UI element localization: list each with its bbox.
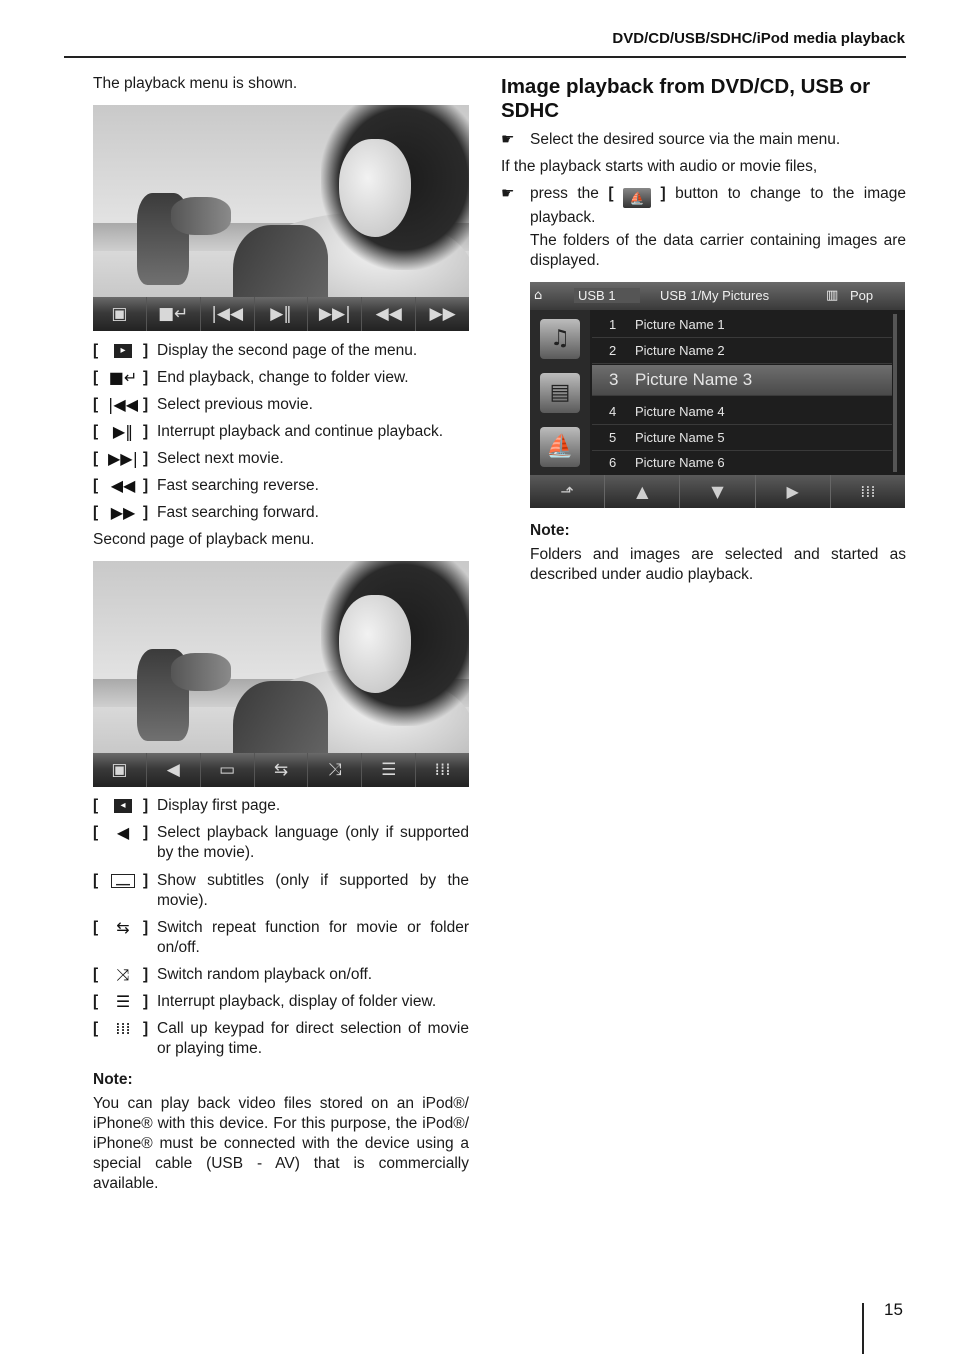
list-item[interactable]: 5 Picture Name 5 [592,425,892,451]
rewind-icon[interactable]: ◀◀ [362,297,416,331]
legend-item: [ ▶▶ ] Fast searching forward. [93,503,319,522]
subtitles-icon[interactable]: ▭ [201,753,255,787]
legend-item: [ ⤨ ] Switch random playback on/off. [93,965,373,984]
play-icon[interactable]: ▶ [756,475,831,508]
legend-item: [ |◀◀ ] Select previous movie. [93,395,313,414]
legend-item: [ ▶▶| ] Select next movie. [93,449,284,468]
play-pause-icon: ▶‖ [112,422,134,441]
next-track-icon[interactable]: ▶▶| [308,297,362,331]
playback-toolbar-page1 [93,297,469,331]
second-page-text: Second page of playback menu. [93,531,315,548]
intro-text: The playback menu is shown. [93,75,298,92]
speaker-icon[interactable]: ◀ [147,753,201,787]
back-up-icon[interactable]: ⬏ [530,475,605,508]
scroll-down-icon[interactable]: ▼ [680,475,755,508]
running-header: DVD/CD/USB/SDHC/iPod media playback [612,30,905,47]
stop-folder-icon: ■↵ [108,368,138,387]
shuffle-icon[interactable]: ⤨ [308,753,362,787]
list-item-selected[interactable]: 3 Picture Name 3 [592,365,892,396]
shuffle-icon: ⤨ [116,965,130,984]
note-text: You can play back video files stored on an iPod®/ iPhone® with this device. For this purpose, the iPod®/ iPhone® must be connected with the device using a special cable (USB - AV) that is commercially available. [93,1095,469,1192]
folder-list-icon: ☰ [115,992,131,1011]
subtitles-icon: ▁▁ [111,874,135,888]
image-playback-icon: ⛵ [623,188,651,208]
music-note-icon[interactable]: ♫ [540,319,580,359]
playback-screenshot-page1 [93,105,469,331]
source-label: USB 1 [574,288,640,303]
scroll-up-icon[interactable]: ▲ [605,475,680,508]
note-title: Note: [530,522,570,539]
speaker-icon: ◀ [116,823,130,842]
footer-rule [862,1303,864,1354]
keypad-icon: ⁞⁞⁞ [115,1019,131,1038]
keypad-icon[interactable]: ⁞⁞⁞ [860,482,876,501]
next-track-icon: ▶▶| [108,449,138,468]
legend-item: [ ▁▁ ] Show subtitles (only if supported by the movie). [93,872,469,909]
next-page-icon[interactable]: ▣ [93,297,147,331]
first-page-icon: ◂ [114,799,132,813]
fast-forward-icon[interactable]: ▶▶ [429,304,456,324]
image-browser-screen [530,282,905,508]
play-pause-icon[interactable]: ▶‖ [255,297,309,331]
step-press-image-button: press the [ ⛵ ] button to change to the image playback. [530,185,907,226]
previous-track-icon: |◀◀ [108,395,138,414]
pointing-hand-icon: ☛ [501,184,515,202]
screen-bottom-toolbar [530,475,905,508]
folder-list-icon[interactable]: ☰ [362,753,416,787]
note-title: Note: [93,1071,133,1088]
legend-item: [ ⁞⁞⁞ ] Call up keypad for direct selection of movie or playing time. [93,1019,469,1057]
legend-item: [ ⇆ ] Switch repeat function for movie or folder on/off. [93,918,469,956]
header-rule [64,56,906,58]
folder-path: USB 1/My Pictures [660,288,770,303]
pointing-hand-icon: ☛ [501,130,515,148]
legend-item: [ ☰ ] Interrupt playback, display of folder view. [93,992,437,1011]
scrollbar[interactable] [893,314,897,472]
screen-status-bar [530,282,905,310]
repeat-icon: ⇆ [116,918,130,937]
next-page-icon: ▸ [114,344,132,358]
list-item[interactable]: 2 Picture Name 2 [592,338,892,364]
picture-icon[interactable]: ⛵ [540,427,580,467]
playback-toolbar-page2 [93,753,469,787]
source-sidebar [530,310,590,475]
page-number: 15 [884,1300,903,1319]
keypad-icon[interactable]: ⁞⁞⁞ [434,760,451,780]
legend-item: [ ◀ ] Select playback language (only if supported by the movie). [93,823,469,861]
condition-text: If the playback starts with audio or movie files, [501,158,818,175]
first-page-icon[interactable]: ▣ [93,753,147,787]
genre-label: Pop [850,288,874,303]
step-select-source: Select the desired source via the main menu. [530,131,841,148]
previous-track-icon[interactable]: |◀◀ [201,297,255,331]
list-item[interactable]: 4 Picture Name 4 [592,399,892,425]
legend-item: [ ◀◀ ] Fast searching reverse. [93,476,319,495]
equalizer-icon: ▥ [826,288,839,303]
home-icon[interactable]: ⌂ [534,288,543,303]
stop-folder-icon[interactable]: ■↵ [147,297,201,331]
list-item[interactable]: 1 Picture Name 1 [592,312,892,338]
legend-item: [ ▶‖ ] Interrupt playback and continue playback. [93,422,444,441]
legend-item: [ ◂ ] Display first page. [93,797,281,814]
fast-forward-icon: ▶▶ [110,503,136,522]
step-result-text: The folders of the data carrier containing images are displayed. [530,232,906,269]
list-item[interactable]: 6 Picture Name 6 [609,455,725,470]
legend-item: [ ■↵ ] End playback, change to folder view. [93,368,409,387]
section-heading: Image playback from DVD/CD, USB or SDHC [501,75,871,122]
note-text: Folders and images are selected and started as described under audio playback. [530,546,906,583]
repeat-icon[interactable]: ⇆ [255,753,309,787]
clapperboard-icon[interactable]: ▤ [540,373,580,413]
legend-item: [ ▸ ] Display the second page of the menu. [93,342,418,359]
rewind-icon: ◀◀ [110,476,136,495]
playback-screenshot-page2 [93,561,469,787]
